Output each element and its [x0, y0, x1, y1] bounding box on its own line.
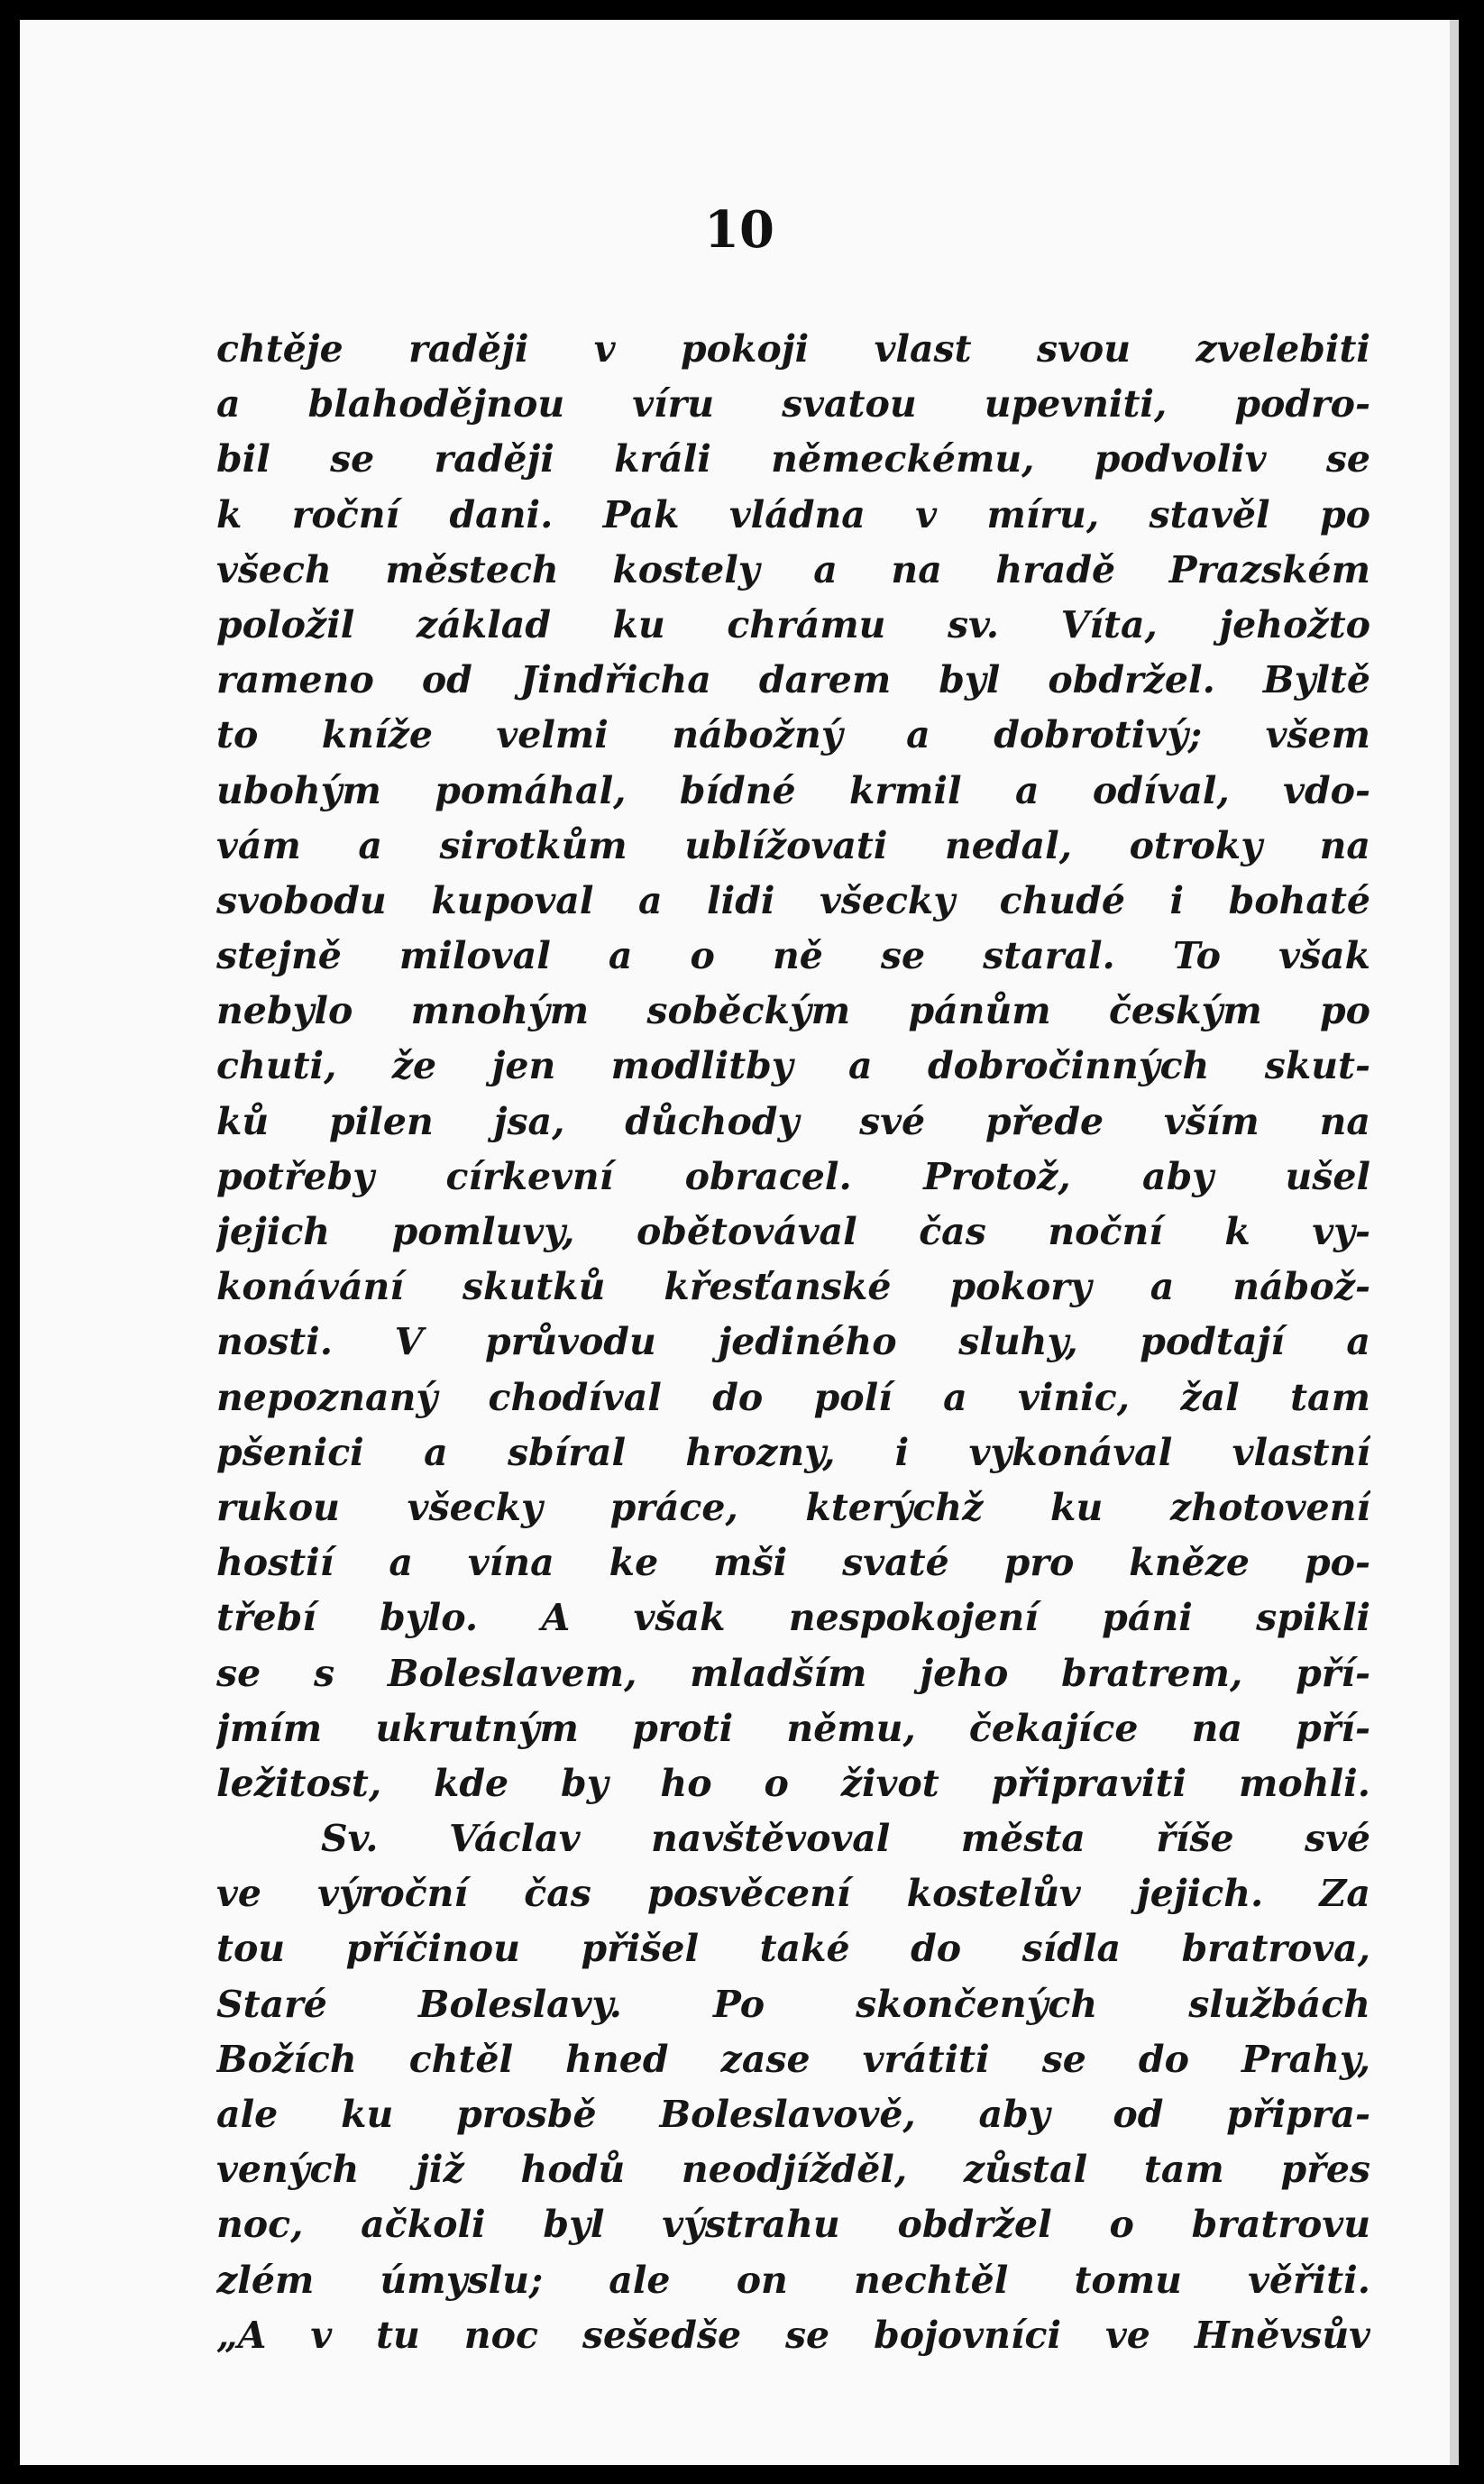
text-line: ubohým pomáhal, bídné krmil a odíval, vdo-	[216, 768, 1370, 812]
page-edge	[1450, 20, 1459, 2465]
text-line: nosti. V průvodu jediného sluhy, podtají a	[216, 1320, 1370, 1364]
text-line: jejich pomluvy, obětovával čas noční k vy-	[216, 1210, 1370, 1253]
text-line: rameno od Jindřicha darem byl obdržel. Byltě	[216, 658, 1370, 702]
text-line: ale ku prosbě Boleslavově, aby od připra-	[216, 2093, 1370, 2136]
text-line: všech městech kostely a na hradě Prazském	[216, 547, 1370, 591]
text-line: a blahodějnou víru svatou upevniti, podro-	[216, 382, 1370, 426]
text-line: třebí bylo. A však nespokojení páni spikli	[216, 1596, 1370, 1640]
text-line: tou příčinou přišel také do sídla bratrova,	[216, 1927, 1370, 1971]
text-line: vených již hodů neodjížděl, zůstal tam přes	[216, 2148, 1370, 2192]
text-line: k roční dani. Pak vládna v míru, stavěl po	[216, 492, 1370, 536]
text-line: nebylo mnohým soběckým pánům českým po	[216, 989, 1370, 1033]
text-line: položil základ ku chrámu sv. Víta, jehožto	[216, 602, 1370, 646]
text-line: svobodu kupoval a lidi všecky chudé i bohaté	[216, 878, 1370, 922]
text-line: to kníže velmi nábožný a dobrotivý; všem	[216, 713, 1370, 757]
text-line: jmím ukrutným proti němu, čekajíce na pří-	[216, 1706, 1370, 1750]
text-line: Sv. Václav navštěvoval města říše své	[321, 1817, 1370, 1861]
text-line: rukou všecky práce, kterýchž ku zhotovení	[216, 1485, 1370, 1529]
text-line: noc, ačkoli byl výstrahu obdržel o bratrovu	[216, 2203, 1370, 2247]
body-text	[216, 322, 1370, 2363]
text-line: Staré Boleslavy. Po skončených službách	[216, 1982, 1370, 2026]
text-line: „A v tu noc sešedše se bojovníci ve Hněvsův	[216, 2313, 1370, 2357]
text-line: konávání skutků křesťanské pokory a nábož-	[216, 1265, 1370, 1309]
text-line: potřeby církevní obracel. Protož, aby ušel	[216, 1154, 1370, 1198]
text-line: pšenici a sbíral hrozny, i vykonával vlastní	[216, 1430, 1370, 1474]
text-line: stejně miloval a o ně se staral. To však	[216, 934, 1370, 978]
text-line: nepoznaný chodíval do polí a vinic, žal tam	[216, 1375, 1370, 1419]
page-number: 10	[704, 200, 774, 260]
book-page	[20, 20, 1459, 2465]
text-line: chuti, že jen modlitby a dobročinných skut-	[216, 1044, 1370, 1088]
text-line: ležitost, kde by ho o život připraviti mohli.	[216, 1761, 1370, 1805]
text-line: chtěje raději v pokoji vlast svou zvelebiti	[216, 327, 1370, 371]
text-line: bil se raději králi německému, podvoliv se	[216, 437, 1370, 481]
text-line: hostií a vína ke mši svaté pro kněze po-	[216, 1541, 1370, 1585]
text-line: zlém úmyslu; ale on nechtěl tomu věřiti.	[216, 2258, 1370, 2302]
text-line: se s Boleslavem, mladším jeho bratrem, pří-	[216, 1651, 1370, 1695]
text-line: ve výroční čas posvěcení kostelův jejich. Za	[216, 1872, 1370, 1916]
text-line: ků pilen jsa, důchody své přede vším na	[216, 1099, 1370, 1143]
text-line: vám a sirotkům ublížovati nedal, otroky na	[216, 823, 1370, 867]
text-line: Božích chtěl hned zase vrátiti se do Prahy,	[216, 2037, 1370, 2081]
